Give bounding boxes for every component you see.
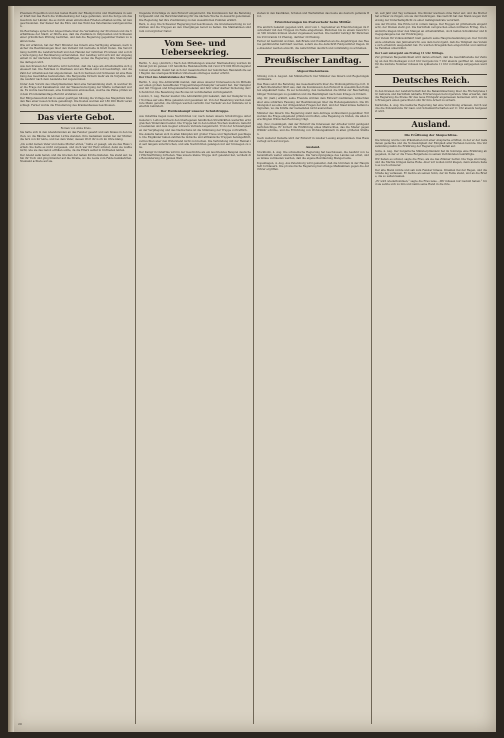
section-heading-landtag: Preußischer Landtag. <box>257 54 369 67</box>
section-heading-reich: Deutsches Reich. <box>375 74 487 87</box>
article-paragraph: Das Haus setzt die Beratung des Gesetzentwurfs über die Wohnungsfürsorge fort. Der Berichterstatter führt aus, daß die Kommission den Entwurf in wesentlichen Punkten abgeändert habe. Es sei notwendig, den Gemeinden die Mittel zur Beschaffung billiger Wohnungen zu gewähren und die Bautätigkeit nach dem Kriege zu fördern. <box>257 82 369 96</box>
section-heading-sea-war: Vom See- und Ueberseekrieg. <box>139 37 251 59</box>
serial-paragraph: Der Abend sank herab, und die Glocken der nahen Kirche läuteten. Sie stand auf, nahm ihr Tuch und ging hinunter auf die Straße, wo die Leute vom Felde heimkehrten. Niemand achtete auf sie. <box>20 153 132 164</box>
serial-byline: Roman von Anna Kreis. <box>60 126 92 130</box>
article-paragraph: Minister des Innern: Die Regierung steht dem Antrage wohlwollend gegenüber. Wir werden die Frage eingehend prüfen und hoffen, eine Regelung zu finden, die allen berechtigten Wünschen Rechnung trägt. <box>257 111 369 122</box>
article-paragraph: Im Reichstage sprach der Abgeordnete über die Verwaltung der Provinzen und die Verhältnisse der Stadt; er führte aus, daß die Zustände in Ostpreußen und Schlesien einer gründlichen Prüfung bedürfen, und daß die Regierung gegenüber Italien zu wahren habe. <box>20 29 132 43</box>
article-paragraph: Karlsruhe, 4. Aug. Die badische Regierung hat eine Verordnung erlassen, durch welche die Polizeistunde für Gast- und Schankwirtschaften auf 11 Uhr abends festgesetzt wird. <box>375 103 487 114</box>
article-paragraph: Wie amtlich bekannt gegeben wird, sind vom 1. September an Erleichterungen im Postverkehr mit den Truppen im Felde eingetreten. Päckchen bis zu einem Gewicht von 500 Gramm können wieder zugelassen werden. Die Gebühr beträgt für Päckchen bis 250 Gramm 10 Pfennig, darüber 20 Pfennig. <box>257 25 369 39</box>
article-paragraph: Stockholm, 4. Aug. Die schwedische Regierung hat beschlossen, die Ausfuhr von Lebensmitteln weiter einzuschränken. Die Versorgungslage des Landes sei ernst, und es müsse vermieden werden, daß die eigene Bevölkerung Mangel leide. <box>257 150 369 161</box>
article-paragraph: Wir haben es schwer, sagte die Frau, als sie das Zimmer betrat. Die Tage sind lang, und die Nächte bringen keine Ruhe. Aber wir wollen nicht klagen, denn andere haben es noch schwerer. <box>375 157 487 168</box>
article-paragraph: Aus der Provinz. Die Ernte ist in vollem Gange. Der Roggen ist größtenteils eingebracht, der Weizen steht gut. Die Kartoffeln versprechen einen mittleren Ertrag. Die Landwirte klagen über den Mangel an Arbeitskräften, doch helfen Schulkinder und Kriegsgefangene bei der Einbringung. <box>375 23 487 36</box>
column-rule <box>253 14 254 724</box>
article-paragraph: Die Askaris haben sich in allen Kämpfen mit großer Treue und Tapferkeit geschlagen. Die Engländer haben zahlreiche indische und afrikanische Truppen herangeführt, vermochten aber den Widerstand nicht zu brechen. Die Verbindung mit der Heimat ist seit langem unterbrochen, und alle Nachrichten gelangen nur auf Umwegen zu uns. <box>139 133 251 150</box>
article-paragraph: Aus Ostafrika liegen neue Nachrichten vor, nach denen unsere Schutztruppe unter General v. Lettow-Vorbeck den überlegenen feindlichen Streitkräften weiterhin erfolgreichen Widerstand leistet. Die Truppe hat in den letzten Wochen mehrere Gefechte bestanden und dem Gegner schwere Verluste beigebracht. Trotz der Schwierigkeiten der Verpflegung und des Nachschubs ist die Stimmung der Truppe vortrefflich. <box>139 115 251 132</box>
article-paragraph: Wie wir erfahren, hat der Herr Minister des Innern eine Verfügung erlassen, nach welcher die Bestimmungen über den Verkehr mit Getreide in Kraft treten. Die Verordnung betrifft die Landwirtschaft und den Handel der östlichen Provinzen und soll die Versorgung der Bevölkerung sicherstellen. Der Landtag wird sich mit der Angelegenheit in der nächsten Sitzung beschäftigen, wobei die Regierung ihre Stellungnahme darlegen wird. <box>20 44 132 64</box>
article-paragraph: Der Verein für Volkswohlfahrt hielt gestern seine Hauptversammlung ab. Der Vorsitzende erstattete den Jahresbericht, aus dem hervorgeht, daß die Tätigkeit des Vereins sich erheblich ausgedehnt hat. Es wurden Kriegsküchen eingerichtet und zahlreiche Familien unterstützt. <box>375 37 487 51</box>
article-paragraph: Preußens Expedition und den festen Besitz der Rheinprovinz und Westfalens in seiner Kraft hat das Reich die Vollbedeutung der Lage gefunden, und die Sorge um das Geschick der Länder, die es durch einen ehrenvollen Frieden erhalten wollte, ist nun geschwunden. Der Kaiser hat die Ehre und das Wohl des Vaterlandes wahrgenommen. <box>20 12 132 29</box>
article-paragraph: Sofia, 4. Aug. Der bulgarische Ministerpräsident hat im Sobranje eine Erklärung abgegeben, in der er die Treue Bulgariens zu seinen Verbündeten bekräftigte. <box>375 149 487 157</box>
article-signature: Der Chef des Admiralstabes der Marine. <box>139 76 198 80</box>
section-heading-ausland: Ausland. <box>305 144 321 149</box>
article-paragraph: Berlin, 5. Aug. Die Admiralität meldet, daß eines unserer Unterseeboote im Mittelmeer einen großen bewaffneten Truppentransportdampfer versenkt hat. Der Dampfer war mit Truppen und Kriegsmaterial beladen und fuhr unter starker Sicherung durch Zerstörer. Die Besatzung des Bootes ist wohlbehalten zurückgekehrt. <box>139 80 251 94</box>
article-paragraph: Zur größeren Bequemlichkeit wird daran erinnert, daß die Geschäftsstelle der Zeitung an den Wochentagen von 8 Uhr morgens bis 7 Uhr abends geöffnet ist. Anzeigen für die nächste Nummer müssen bis spätestens 11 Uhr vormittags aufgegeben werden. <box>375 56 487 70</box>
article-paragraph: Ferner ist bestimmt worden, daß Briefe und Postkarten an die Angehörigen des Heeres gebührenfrei befördert werden, sofern sie die Aufschrift Feldpostbrief tragen. Die Absender werden ersucht, die Aufschriften deutlich und vollständig zu schreiben. <box>257 40 369 50</box>
column-3 <box>257 12 369 726</box>
article-heading-postal: Erleichterungen im Postverkehr beim Militär. <box>274 19 352 24</box>
page-spine-shadow <box>8 6 14 732</box>
serial-heading: Das vierte Gebot. <box>20 111 132 124</box>
article-paragraph: Der alte Mann nickte und sah zum Fenster hinaus. Draußen fiel der Regen, und die Straße lag verlassen. Er dachte an seinen Sohn, der im Felde stand, und an die Briefe, die so selten kamen. <box>375 168 487 179</box>
article-paragraph: Abg. Dr. (natl.) erklärt, seine Freunde würden dem Entwurf zustimmen, wünschten aber eine schärfere Fassung der Bestimmungen über die Bodenspekulation. Die Wohnungsnot sei eine der dringendsten Fragen der Zeit, und der Staat müsse helfend eingreifen, wo die Kräfte der Gemeinden nicht ausreichen. <box>257 97 369 111</box>
section-heading-ausland: Ausland. <box>375 118 487 131</box>
article-paragraph: ist, seit Jahr und Tag verlassen. Die Kinder wachsen ohne Vater auf, und die Mutter hat schwer zu ringen, um sie durchzubringen. Das Gericht hat den Mann wegen Verletzung der Unterhaltspflicht zu einer Gefängnisstrafe verurteilt. <box>375 12 487 22</box>
serial-paragraph: Sie hatte sich in den Abendstunden an das Fenster gesetzt und sah hinaus in den Garten, wo die Bäume im letzten Lichte standen. Ihre Gedanken waren bei der Mutter, die fern von ihr lebte, und bei dem Vater, dessen Wort ihr noch im Ohre klang. <box>20 131 132 142</box>
page-number: 20 <box>18 722 22 726</box>
notice-line: Der Laut untergeht am Freitag 11 Uhr Mittags. <box>375 51 444 55</box>
article-heading-skupschtina: Die Eröffnung der Skupschtina. <box>404 132 458 137</box>
serial-paragraph: „Du sollst deinen Vater und deine Mutter ehren,“ hatte er gesagt, als sie das Haus verließ. Sie hatte es nicht vergessen, und doch war ihr Herz schwer, denn sie wußte nicht, wie sie das Gebot erfüllen sollte, da die Eltern selbst in Unfrieden lebten. <box>20 142 132 153</box>
article-paragraph: Aus den Kreisen der Industrie wird berichtet, daß die Lage am Arbeitsmarkte sich gebessert hat. Die Fabriken in Westfalen und am Rhein sind voll beschäftigt, und die Zahl der Arbeitslosen hat abgenommen. Auch in Sachsen und Schlesien ist eine Belebung des Geschäftes festzustellen. Die Bergwerke fördern mehr als im Vorjahre, und die Ausfuhr nach dem Auslande hat zugenommen. <box>20 65 132 82</box>
article-paragraph: tragende Vorschläge zu dem Entwurf eingebracht. Die Kommission hat die Beratung fortgesetzt und die Berichterstattung für die nächste Woche in Aussicht genommen. Die Regierung hat ihre Zustimmung zu den wesentlichen Punkten erklärt. <box>139 12 251 22</box>
article-paragraph: Der Bürgerausschuß hat in seiner gestrigen Sitzung die Vorlage des Magistrats über den Bau einer neuen Schule genehmigt. Die Kosten werden auf 180 000 Mark veranschlagt. Ferner wurde die Erweiterung des Krankenhauses beschlossen. <box>20 97 132 107</box>
column-1 <box>20 12 132 726</box>
article-paragraph: Berlin, 5. Aug. (Amtlich.) Nach den Mitteilungen unserer Marineleitung wurden im Monat Juli im ganzen 118 feindliche Handelsschiffe mit rund 270 000 Bruttoregistertonnen versenkt. Damit hat sich der Gesamtverlust der feindlichen Handelsflotte seit Beginn des uneingeschränkten Unterseebootkrieges weiter erhöht. <box>139 61 251 75</box>
article-heading-schutztruppe: Der Heldenkampf unserer Schutztruppe. <box>160 109 230 114</box>
section-subheading: Abgeordnetenhaus. <box>296 68 330 73</box>
article-paragraph: „Er wird wiederkommen,“ sagte die Frau leise. „Wir müssen nur Geduld haben.“ Und sie setzte sich zu ihm und nahm seine Hand in die ihre. <box>375 179 487 187</box>
article-paragraph: Der Kampf in Ostafrika wird in der Geschichte als ein leuchtendes Beispiel deutscher Pflichterfüllung fortleben. Was unsere kleine Truppe dort geleistet hat, verdient die Bewunderung der ganzen Welt. <box>139 150 251 161</box>
article-paragraph: stehen in den Kaufläden, Schulen und Werkstätten das heute als deutsch geltende Brot. <box>257 12 369 19</box>
article-paragraph: Bern, 4. Aug. Die Schweizer Regierung hat beschlossen, die Grenzbewachung zu verstärken und die Truppen an den Übergängen bereit zu halten. Die Maßnahmen sind rein vorsorglicher Natur. <box>139 23 251 33</box>
column-rule <box>135 14 136 724</box>
article-paragraph: Sitzung vom 4. August. Am Ministertisch: Der Minister des Innern und Regierungskommissare. <box>257 75 369 82</box>
column-4 <box>375 12 487 726</box>
article-paragraph: Kopenhagen, 4. Aug. Aus Petersburg wird gemeldet, daß die Unruhen in der Hauptstadt fortdauern. Die provisorische Regierung hat strenge Maßnahmen gegen die Aufrührer ergriffen. <box>257 161 369 172</box>
column-2 <box>139 12 251 726</box>
newspaper-page <box>8 6 496 732</box>
article-paragraph: London, 5. Aug. Reuter meldet: Die Admiralität gibt bekannt, daß der Dampfer in der Nordsee auf eine Mine gelaufen und gesunken ist. Von der Besatzung wurden mehrere Mann gerettet, die übrigen werden vermißt. Der Verkehr an der Ostküste ist weiterhin behindert. <box>139 95 251 109</box>
article-paragraph: In den Kreisen der Landwirtschaft hat die Bekanntmachung über die Höchstpreise für Getreide und Kartoffeln lebhafte Erörterungen hervorgerufen. Man erwartet, daß die Regierung die Preise für das neue Erntejahr angemessen festsetzen wird, um den Erzeugern einen gerechten Lohn für ihre Arbeit zu sichern. <box>375 89 487 103</box>
article-paragraph: Unter dem Vorsitz des Oberpräsidenten fand eine Versammlung statt, in welcher über die Frage der Kanalisation und der Wasserversorgung der Städte verhandelt wurde. Es wurde beschlossen, eine Kommission einzusetzen, welche die Pläne prüfen und dem Provinziallandtage Bericht erstatten soll. <box>20 82 132 96</box>
column-rule <box>371 14 372 724</box>
article-paragraph: Nach weiterer Debatte wird der Entwurf in zweiter Lesung angenommen. Das Haus vertagt sich auf morgen. <box>257 137 369 144</box>
article-paragraph: Abg. (Soz.) bemängelt, daß der Entwurf die Interessen der Arbeiter nicht genügend berücksichtige. Er fordert die Einführung eines Mietrechtes, das die Mieter gegen Willkür schütze, und die Errichtung von Wohnungsämtern in allen größeren Städten. <box>257 122 369 136</box>
article-paragraph: Die Sitzung wurde vom Präsidenten mit einer Ansprache eröffnet, in der er der Gefallenen gedachte und die Notwendigkeit der Einigkeit aller Parteien betonte. Die Versammlung nahm die Erklärung der Regierung mit Beifall auf. <box>375 138 487 149</box>
